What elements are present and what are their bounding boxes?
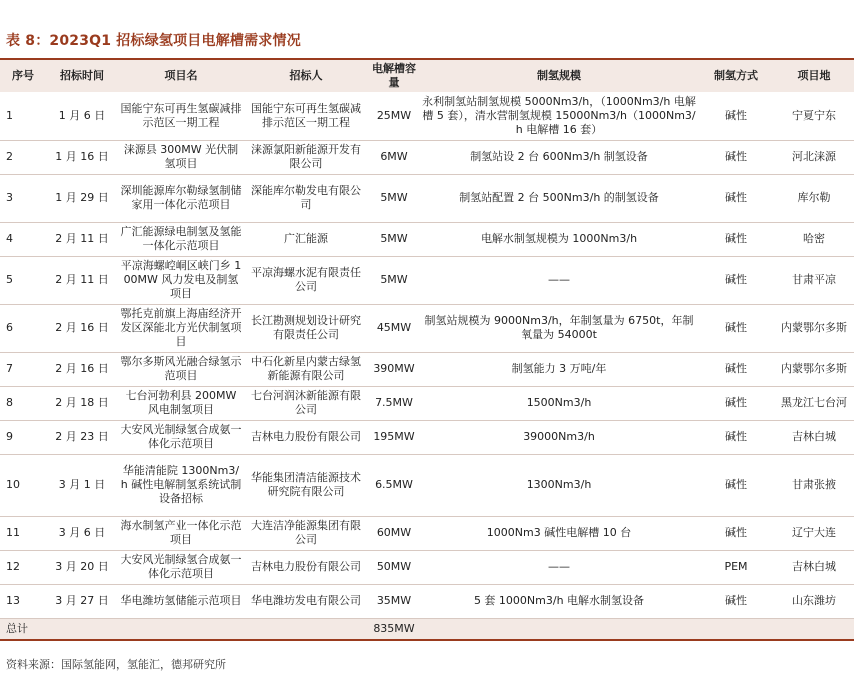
cell-scale: 制氢站配置 2 台 500Nm3/h 的制氢设备 [420, 174, 698, 222]
cell-method: PEM [698, 550, 774, 584]
cell-capacity: 6MW [368, 140, 420, 174]
header-no: 序号 [0, 60, 46, 92]
table-title: 表 8：2023Q1 招标绿氢项目电解槽需求情况 [6, 33, 301, 49]
cell-date: 2 月 23 日 [46, 420, 118, 454]
header-scale: 制氢规模 [420, 60, 698, 92]
cell-date: 2 月 16 日 [46, 352, 118, 386]
cell-capacity: 6.5MW [368, 454, 420, 516]
cell-method: 碱性 [698, 584, 774, 618]
cell-date: 1 月 16 日 [46, 140, 118, 174]
header-project: 项目名 [118, 60, 244, 92]
table-row [0, 454, 854, 516]
cell-no: 6 [0, 304, 46, 352]
cell-project: 华电潍坊氢储能示范项目 [118, 584, 244, 618]
cell-bidder: 深能库尔勒发电有限公司 [244, 174, 368, 222]
cell-location: 山东潍坊 [774, 584, 854, 618]
cell-scale: 1000Nm3 碱性电解槽 10 台 [420, 516, 698, 550]
cell-location: 内蒙鄂尔多斯 [774, 352, 854, 386]
cell-scale: 永利制氢站制氢规模 5000Nm3/h，（1000Nm3/h 电解槽 5 套），清水营制氢规模 15000Nm3/h（1000Nm3/h 电解槽 16 套） [420, 92, 698, 140]
cell-capacity: 5MW [368, 256, 420, 304]
cell-no: 13 [0, 584, 46, 618]
header-location: 项目地 [774, 60, 854, 92]
header-bidder: 招标人 [244, 60, 368, 92]
cell-project: 深圳能源库尔勒绿氢制储家用一体化示范项目 [118, 174, 244, 222]
cell-capacity: 45MW [368, 304, 420, 352]
cell-location: 吉林白城 [774, 420, 854, 454]
cell-method: 碱性 [698, 256, 774, 304]
cell-bidder: 长江勘测规划设计研究有限责任公司 [244, 304, 368, 352]
cell-project: 华能清能院 1300Nm3/h 碱性电解制氢系统试制设备招标 [118, 454, 244, 516]
cell-location: 库尔勒 [774, 174, 854, 222]
cell-no: 10 [0, 454, 46, 516]
table-row [0, 256, 854, 304]
cell-bidder: 平凉海螺水泥有限责任公司 [244, 256, 368, 304]
cell-project: 大安风光制绿氢合成氨一体化示范项目 [118, 550, 244, 584]
cell-method: 碱性 [698, 304, 774, 352]
header-date: 招标时间 [46, 60, 118, 92]
cell-date: 1 月 6 日 [46, 92, 118, 140]
cell-scale: 制氢站设 2 台 600Nm3/h 制氢设备 [420, 140, 698, 174]
cell-scale: —— [420, 550, 698, 584]
cell-scale: 制氢能力 3 万吨/年 [420, 352, 698, 386]
table-row [0, 550, 854, 584]
header-row [0, 60, 854, 92]
cell-scale: 制氢站规模为 9000Nm3/h，年制氢量为 6750t，年制氧量为 54000t [420, 304, 698, 352]
cell-no: 2 [0, 140, 46, 174]
table-row [0, 386, 854, 420]
cell-no: 1 [0, 92, 46, 140]
cell-project: 七台河勃利县 200MW 风电制氢项目 [118, 386, 244, 420]
cell-bidder: 大连洁净能源集团有限公司 [244, 516, 368, 550]
cell-date: 2 月 16 日 [46, 304, 118, 352]
cell-date: 3 月 6 日 [46, 516, 118, 550]
cell-project: 鄂尔多斯风光融合绿氢示范项目 [118, 352, 244, 386]
cell-method: 碱性 [698, 516, 774, 550]
cell-bidder: 吉林电力股份有限公司 [244, 420, 368, 454]
table-row [0, 92, 854, 140]
cell-no: 12 [0, 550, 46, 584]
cell-capacity: 5MW [368, 174, 420, 222]
cell-bidder: 广汇能源 [244, 222, 368, 256]
cell-date: 3 月 27 日 [46, 584, 118, 618]
cell-location: 内蒙鄂尔多斯 [774, 304, 854, 352]
cell-no: 9 [0, 420, 46, 454]
cell-date: 2 月 18 日 [46, 386, 118, 420]
cell-bidder: 华电潍坊发电有限公司 [244, 584, 368, 618]
cell-capacity: 390MW [368, 352, 420, 386]
cell-location: 哈密 [774, 222, 854, 256]
cell-location: 辽宁大连 [774, 516, 854, 550]
cell-date: 3 月 20 日 [46, 550, 118, 584]
cell-date: 3 月 1 日 [46, 454, 118, 516]
cell-location: 黑龙江七台河 [774, 386, 854, 420]
cell-method: 碱性 [698, 420, 774, 454]
cell-date: 2 月 11 日 [46, 256, 118, 304]
cell-location: 甘肃张掖 [774, 454, 854, 516]
table-row [0, 222, 854, 256]
cell-capacity: 25MW [368, 92, 420, 140]
cell-capacity: 7.5MW [368, 386, 420, 420]
total-label: 总计 [0, 618, 46, 640]
cell-no: 8 [0, 386, 46, 420]
cell-no: 7 [0, 352, 46, 386]
cell-no: 11 [0, 516, 46, 550]
bid-table [0, 60, 854, 641]
cell-scale: 电解水制氢规模为 1000Nm3/h [420, 222, 698, 256]
cell-method: 碱性 [698, 140, 774, 174]
header-method: 制氢方式 [698, 60, 774, 92]
cell-scale: 1500Nm3/h [420, 386, 698, 420]
cell-capacity: 60MW [368, 516, 420, 550]
cell-bidder: 吉林电力股份有限公司 [244, 550, 368, 584]
total-row [0, 618, 854, 640]
table-row [0, 304, 854, 352]
cell-capacity: 35MW [368, 584, 420, 618]
cell-capacity: 5MW [368, 222, 420, 256]
cell-bidder: 国能宁东可再生氢碳减排示范区一期工程 [244, 92, 368, 140]
cell-bidder: 华能集团清洁能源技术研究院有限公司 [244, 454, 368, 516]
table-row [0, 584, 854, 618]
cell-method: 碱性 [698, 386, 774, 420]
table-row [0, 352, 854, 386]
cell-scale: 1300Nm3/h [420, 454, 698, 516]
table-row [0, 516, 854, 550]
cell-scale: 39000Nm3/h [420, 420, 698, 454]
cell-location: 甘肃平凉 [774, 256, 854, 304]
cell-project: 涞源县 300MW 光伏制氢项目 [118, 140, 244, 174]
cell-project: 鄂托克前旗上海庙经济开发区深能北方光伏制氢项目 [118, 304, 244, 352]
cell-location: 宁夏宁东 [774, 92, 854, 140]
cell-project: 平凉海螺崆峒区峡门乡 100MW 风力发电及制氢项目 [118, 256, 244, 304]
cell-location: 河北涞源 [774, 140, 854, 174]
header-capacity: 电解槽容量 [368, 60, 420, 92]
cell-method: 碱性 [698, 174, 774, 222]
cell-project: 大安风光制绿氢合成氨一体化示范项目 [118, 420, 244, 454]
cell-scale: —— [420, 256, 698, 304]
cell-method: 碱性 [698, 352, 774, 386]
source-note: 资料来源：国际氢能网，氢能汇，德邦研究所 [6, 658, 226, 671]
table-row [0, 174, 854, 222]
cell-location: 吉林白城 [774, 550, 854, 584]
table-row [0, 140, 854, 174]
cell-no: 5 [0, 256, 46, 304]
cell-bidder: 中石化新星内蒙古绿氢新能源有限公司 [244, 352, 368, 386]
cell-bidder: 涞源氯阳新能源开发有限公司 [244, 140, 368, 174]
table-row [0, 420, 854, 454]
cell-date: 2 月 11 日 [46, 222, 118, 256]
cell-bidder: 七台河润沐新能源有限公司 [244, 386, 368, 420]
cell-date: 1 月 29 日 [46, 174, 118, 222]
cell-method: 碱性 [698, 92, 774, 140]
cell-no: 3 [0, 174, 46, 222]
cell-project: 海水制氢产业一体化示范项目 [118, 516, 244, 550]
cell-scale: 5 套 1000Nm3/h 电解水制氢设备 [420, 584, 698, 618]
total-capacity: 835MW [368, 618, 420, 640]
cell-project: 国能宁东可再生氢碳减排示范区一期工程 [118, 92, 244, 140]
cell-method: 碱性 [698, 222, 774, 256]
cell-capacity: 195MW [368, 420, 420, 454]
cell-capacity: 50MW [368, 550, 420, 584]
cell-no: 4 [0, 222, 46, 256]
cell-method: 碱性 [698, 454, 774, 516]
cell-project: 广汇能源绿电制氢及氢能一体化示范项目 [118, 222, 244, 256]
